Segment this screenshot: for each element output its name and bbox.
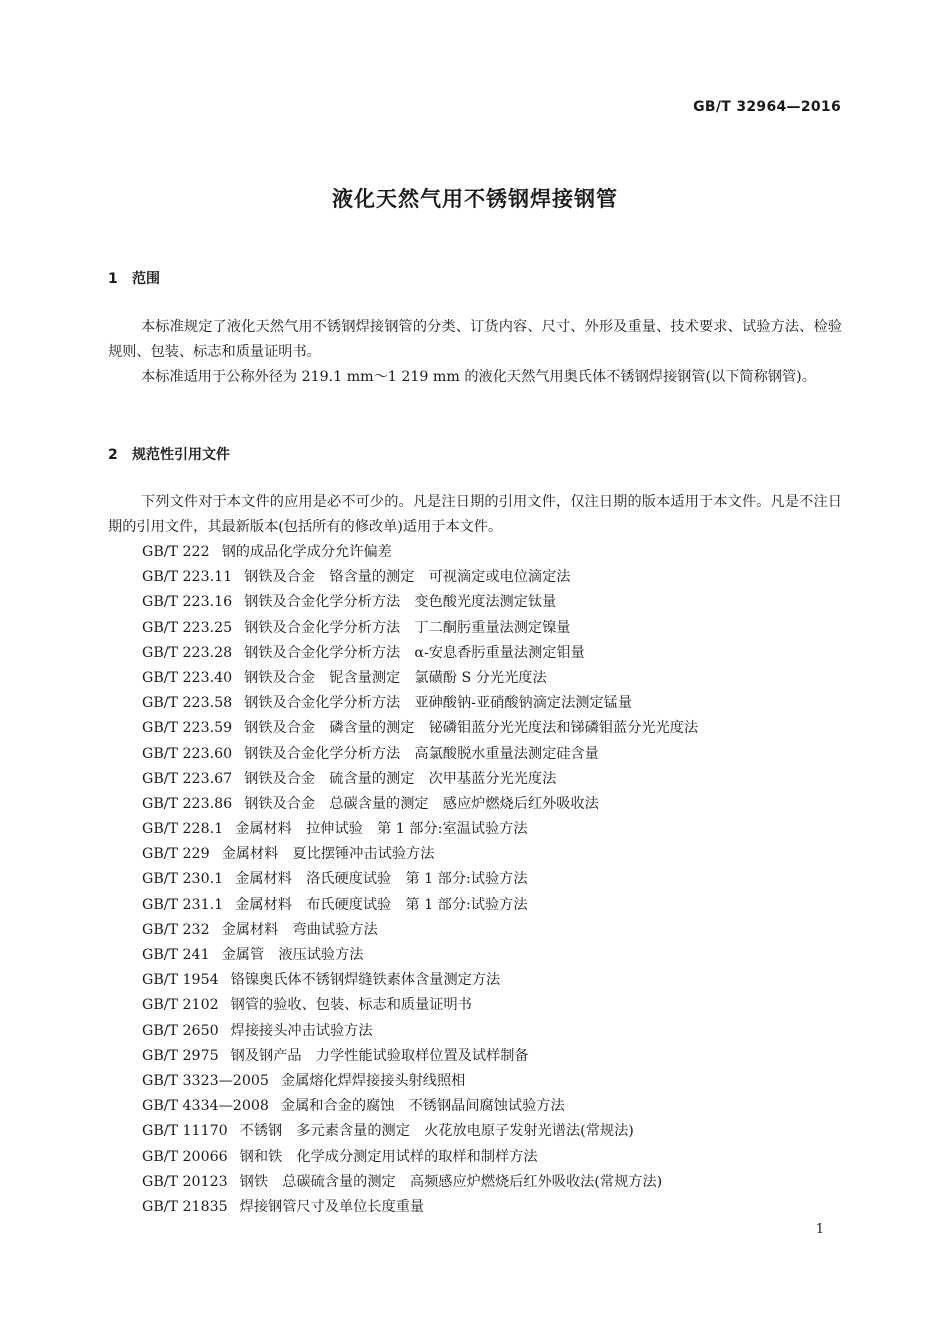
reference-code: GB/T 20066 (142, 1148, 228, 1165)
reference-code: GB/T 230.1 (142, 871, 224, 888)
reference-item (142, 716, 698, 741)
reference-title: 钢铁及合金 铬含量的测定 可视滴定或电位滴定法 (244, 569, 571, 586)
reference-code: GB/T 20123 (142, 1173, 228, 1190)
reference-item (142, 616, 698, 641)
reference-title: 钢和铁 化学成分测定用试样的取样和制样方法 (239, 1148, 538, 1165)
reference-title: 钢及钢产品 力学性能试验取样位置及试样制备 (230, 1047, 529, 1064)
reference-title: 钢铁及合金化学分析方法 亚砷酸钠-亚硝酸钠滴定法测定锰量 (244, 695, 633, 712)
reference-code: GB/T 223.16 (142, 594, 233, 611)
reference-code: GB/T 2975 (142, 1047, 219, 1064)
reference-item (142, 540, 698, 565)
reference-title: 钢铁 总碳硫含量的测定 高频感应炉燃烧后红外吸收法(常规方法) (239, 1173, 663, 1190)
section-heading-normative-references (108, 444, 230, 464)
paragraph: 本标准适用于公称外径为 219.1 mm～1 219 mm 的液化天然气用奥氏体不锈钢焊接钢管(以下简称钢管)。 (141, 369, 816, 385)
reference-code: GB/T 223.86 (142, 795, 233, 812)
reference-title: 金属材料 布氏硬度试验 第 1 部分:试验方法 (235, 896, 528, 913)
reference-title: 金属和合金的腐蚀 不锈钢晶间腐蚀试验方法 (280, 1098, 565, 1115)
reference-code: GB/T 2650 (142, 1022, 219, 1039)
reference-item (142, 1069, 698, 1094)
reference-item (142, 867, 698, 892)
reference-item (142, 918, 698, 943)
reference-title: 钢管的验收、包装、标志和质量证明书 (230, 997, 472, 1014)
reference-code: GB/T 21835 (142, 1198, 228, 1215)
reference-title: 金属材料 夏比摆锤冲击试验方法 (221, 846, 435, 863)
reference-item (142, 1094, 698, 1119)
reference-code: GB/T 223.25 (142, 619, 233, 636)
reference-item (142, 842, 698, 867)
section-title: 规范性引用文件 (132, 447, 230, 463)
reference-item (142, 893, 698, 918)
reference-list (142, 540, 698, 1220)
reference-item (142, 1044, 698, 1069)
paragraph: 本标准规定了液化天然气用不锈钢焊接钢管的分类、订货内容、尺寸、外形及重量、技术要求、试验方法、检验规则、包装、标志和质量证明书。 (108, 319, 842, 360)
reference-code: GB/T 231.1 (142, 896, 224, 913)
reference-code: GB/T 223.58 (142, 695, 233, 712)
reference-item (142, 968, 698, 993)
reference-code: GB/T 223.28 (142, 644, 233, 661)
reference-title: 钢铁及合金化学分析方法 α-安息香肟重量法测定钼量 (244, 644, 585, 661)
reference-item (142, 817, 698, 842)
document-title: 液化天然气用不锈钢焊接钢管 (332, 187, 618, 211)
reference-item (142, 742, 698, 767)
reference-code: GB/T 222 (142, 544, 210, 560)
reference-code: GB/T 223.40 (142, 669, 233, 686)
reference-item (142, 666, 698, 691)
reference-item (142, 1145, 698, 1170)
reference-item (142, 1119, 698, 1144)
reference-title: 不锈钢 多元素含量的测定 火花放电原子发射光谱法(常规法) (239, 1123, 634, 1140)
reference-code: GB/T 1954 (142, 972, 219, 989)
reference-code: GB/T 229 (142, 846, 210, 863)
reference-code: GB/T 3323—2005 (142, 1072, 269, 1089)
standard-number: GB/T 32964—2016 (693, 99, 841, 115)
reference-title: 金属管 液压试验方法 (221, 947, 364, 963)
reference-code: GB/T 232 (142, 921, 210, 938)
reference-item (142, 943, 698, 968)
reference-title: 金属材料 洛氏硬度试验 第 1 部分:试验方法 (235, 871, 528, 888)
reference-title: 金属熔化焊焊接接头射线照相 (280, 1072, 466, 1089)
reference-code: GB/T 223.59 (142, 720, 233, 737)
reference-title: 焊接接头冲击试验方法 (230, 1022, 373, 1039)
reference-title: 金属材料 拉伸试验 第 1 部分:室温试验方法 (235, 821, 528, 838)
page-number: 1 (815, 1222, 824, 1237)
reference-item (142, 1195, 698, 1220)
reference-item (142, 565, 698, 590)
reference-code: GB/T 2102 (142, 997, 219, 1014)
reference-item (142, 993, 698, 1018)
reference-code: GB/T 228.1 (142, 821, 224, 838)
reference-title: 焊接钢管尺寸及单位长度重量 (239, 1198, 425, 1215)
section-number: 2 (108, 447, 118, 463)
reference-item (142, 1170, 698, 1195)
section-heading-scope (108, 268, 160, 288)
reference-title: 钢铁及合金 磷含量的测定 铋磷钼蓝分光光度法和锑磷钼蓝分光光度法 (244, 720, 699, 737)
reference-title: 钢铁及合金 硫含量的测定 次甲基蓝分光光度法 (244, 770, 557, 787)
section-title: 范围 (132, 271, 160, 287)
section-number: 1 (108, 271, 118, 287)
reference-item (142, 691, 698, 716)
reference-code: GB/T 11170 (142, 1123, 228, 1140)
reference-title: 钢的成品化学成分允许偏差 (221, 544, 392, 560)
reference-title: 铬镍奥氏体不锈钢焊缝铁素体含量测定方法 (230, 972, 501, 989)
reference-item (142, 1019, 698, 1044)
reference-item (142, 767, 698, 792)
reference-code: GB/T 223.11 (142, 569, 233, 586)
reference-item (142, 792, 698, 817)
reference-code: GB/T 4334—2008 (142, 1098, 269, 1115)
reference-title: 钢铁及合金化学分析方法 变色酸光度法测定钛量 (244, 594, 557, 611)
reference-item (142, 641, 698, 666)
reference-code: GB/T 223.60 (142, 745, 233, 762)
paragraph: 下列文件对于本文件的应用是必不可少的。凡是注日期的引用文件，仅注日期的版本适用于本文件。凡是不注日期的引用文件，其最新版本(包括所有的修改单)适用于本文件。 (108, 494, 842, 535)
reference-title: 钢铁及合金化学分析方法 高氯酸脱水重量法测定硅含量 (244, 745, 599, 762)
reference-item (142, 590, 698, 615)
reference-title: 钢铁及合金 总碳含量的测定 感应炉燃烧后红外吸收法 (244, 795, 599, 812)
reference-title: 钢铁及合金 铌含量测定 氯磺酚 S 分光光度法 (244, 669, 547, 686)
reference-title: 钢铁及合金化学分析方法 丁二酮肟重量法测定镍量 (244, 619, 571, 636)
reference-title: 金属材料 弯曲试验方法 (221, 921, 378, 938)
reference-code: GB/T 241 (142, 947, 210, 963)
reference-code: GB/T 223.67 (142, 770, 233, 787)
